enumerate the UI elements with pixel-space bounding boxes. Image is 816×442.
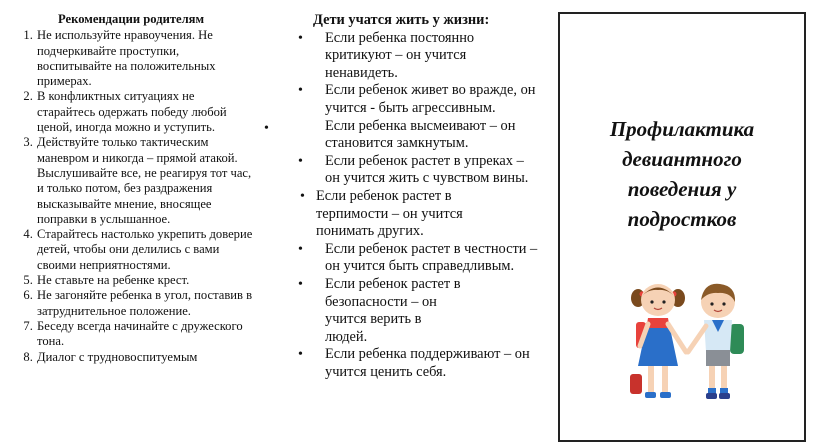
bullet-icon: •	[298, 153, 303, 169]
list-item: 5. Не ставьте на ребенке крест.	[36, 273, 254, 288]
list-item: • Если ребенок живет во вражде, он учится - быть агрессивным.	[298, 82, 536, 116]
bullet-icon: •	[300, 188, 305, 204]
list-item: • Если ребенка поддерживают – он учится ценить себя.	[298, 346, 530, 380]
children-learn-column	[264, 12, 540, 381]
list-item: 8. Диалог с трудновоспитуемым	[36, 350, 254, 365]
children-illustration	[620, 280, 770, 410]
girl-figure	[630, 284, 686, 398]
list-item: 7. Беседу всегда начинайте с дружеского тона.	[36, 319, 254, 350]
bullet-icon: •	[264, 120, 269, 136]
recommendations-column	[14, 12, 254, 365]
children-learn-list	[264, 29, 540, 382]
list-item: 2. В конфликтных ситуациях не старайтесь одержать победу любой ценой, иногда можно и уступить.	[36, 89, 254, 135]
list-item: 3. Действуйте только тактическим маневром и никогда – прямой атакой. Выслушивайте все, не реагируя тот час, и только потом, без раздражения высказывайте мнение, вносящее поправки в услышанное.	[36, 135, 254, 227]
list-item: • Если ребенок растет в упреках – он учится жить с чувством вины.	[298, 152, 529, 187]
list-item: 6. Не загоняйте ребенка в угол, поставив в затруднительное положение.	[36, 288, 254, 319]
recommendations-heading: Рекомендации родителям	[58, 12, 205, 26]
bullet-icon: •	[298, 347, 303, 363]
list-item: • Если ребенка высмеивают – он становится замкнутым.	[264, 117, 516, 152]
children-learn-heading: Дети учатся жить у жизни:	[313, 12, 490, 28]
bullet-icon: •	[298, 241, 303, 257]
list-item: • Если ребенок растет в безопасности – он учится верить в людей.	[298, 275, 461, 345]
bullet-icon: •	[298, 83, 303, 99]
brochure-title: Профилактика девиантного поведения у подростков	[609, 117, 755, 231]
bullet-icon: •	[298, 30, 303, 46]
list-item: • Если ребенка постоянно критикуют – он учится ненавидеть.	[298, 29, 475, 81]
cover-panel	[558, 12, 806, 442]
recommendations-list	[14, 28, 254, 365]
list-item: • Если ребенок растет в честности – он учится быть справедливым.	[298, 240, 538, 275]
list-item: 1. Не используйте нравоучения. Не подчеркивайте проступки, воспитывайте на положительных примерах.	[36, 28, 254, 89]
bullet-icon: •	[298, 276, 303, 292]
list-item: 4. Старайтесь настолько укрепить доверие детей, чтобы они делились с вами своими неприятностями.	[36, 227, 254, 273]
boy-figure	[688, 284, 744, 399]
list-item: • Если ребенок растет в терпимости – он учится понимать других.	[300, 187, 463, 240]
